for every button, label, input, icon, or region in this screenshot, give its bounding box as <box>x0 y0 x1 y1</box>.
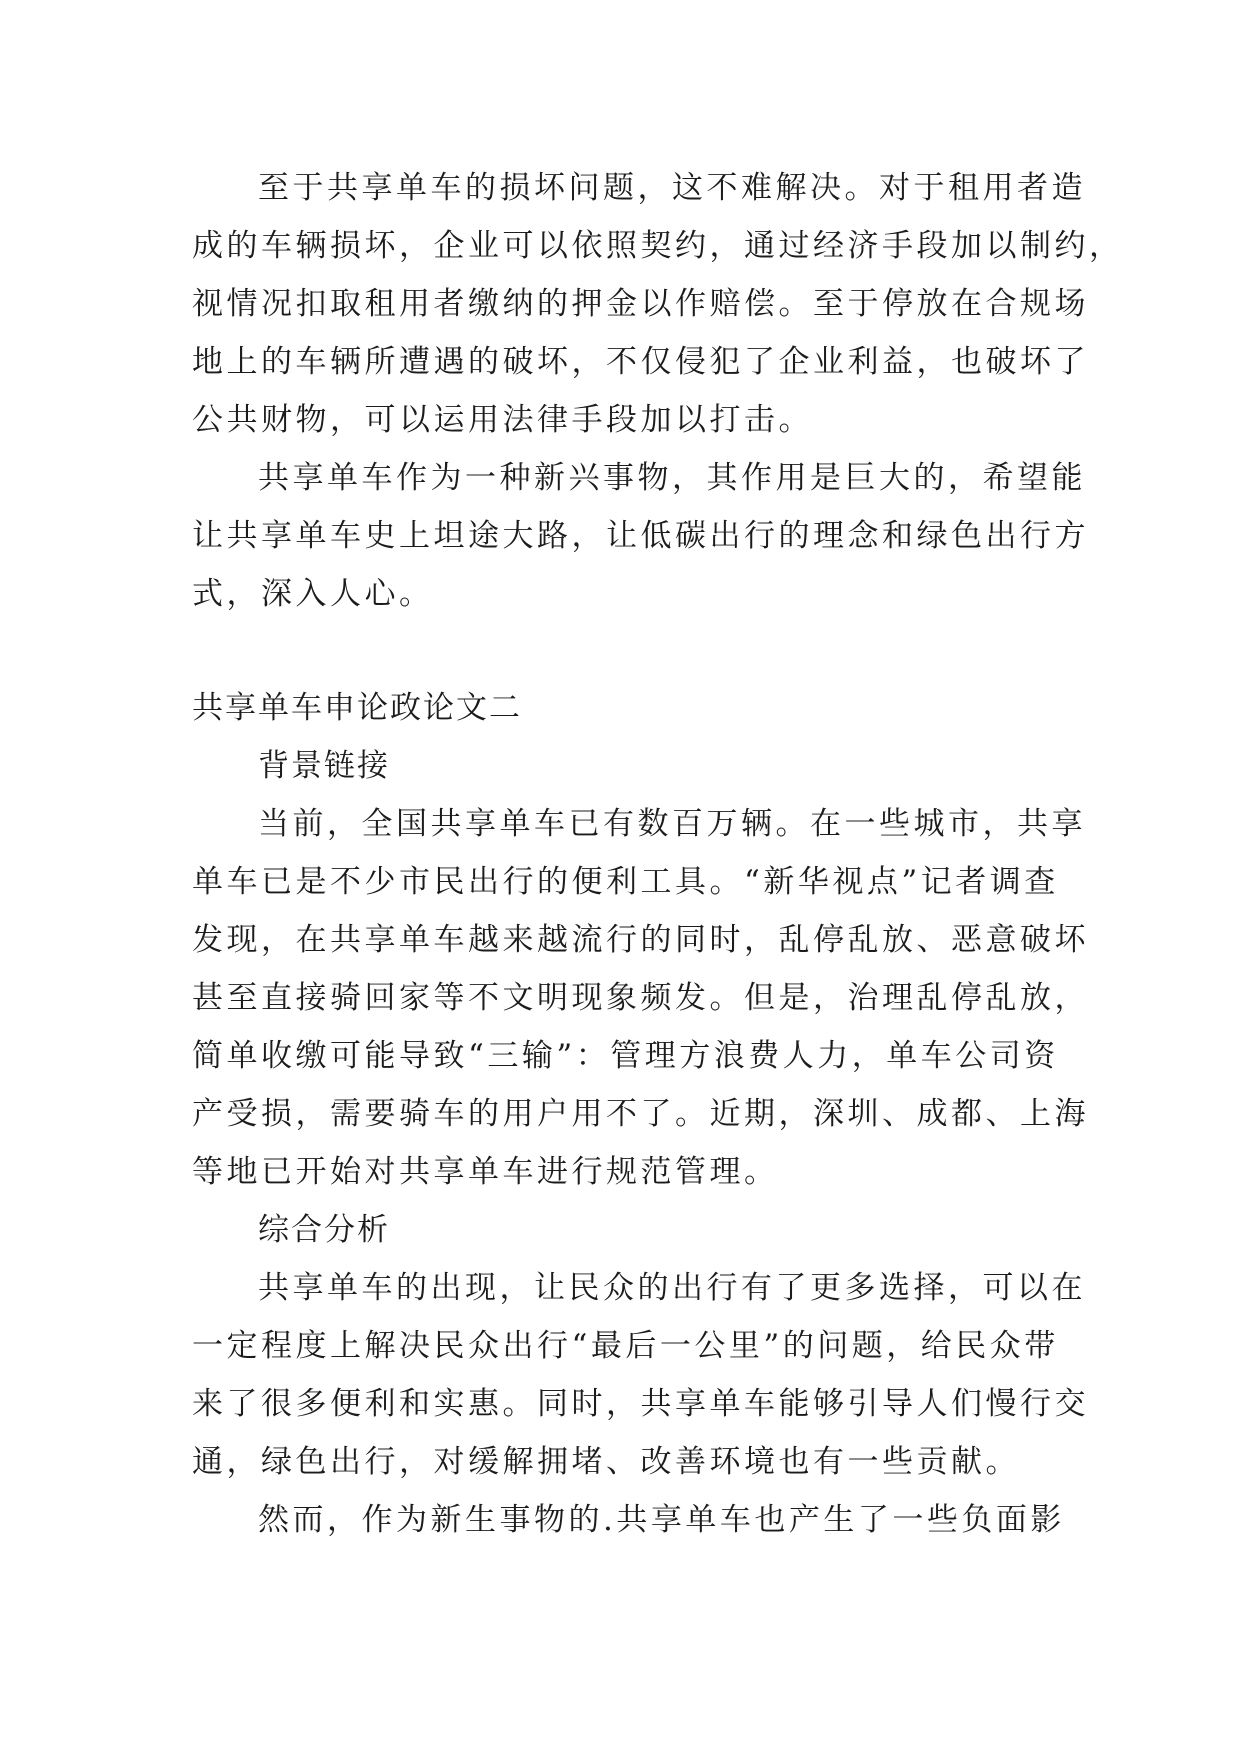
paragraph-line: 共享单车作为一种新兴事物，其作用是巨大的，希望能 <box>258 460 1086 496</box>
subheading-analysis: 综合分析 <box>258 1212 390 1248</box>
paragraph-line: 当前，全国共享单车已有数百万辆。在一些城市，共享 <box>258 806 1086 842</box>
paragraph-line: 一定程度上解决民众出行“最后一公里”的问题，给民众带 <box>192 1328 1059 1364</box>
paragraph-line: 然而，作为新生事物的.共享单车也产生了一些负面影 <box>258 1502 1065 1538</box>
paragraph-line: 单车已是不少市民出行的便利工具。“新华视点”记者调查 <box>192 864 1059 900</box>
subheading-background: 背景链接 <box>258 748 390 784</box>
paragraph-line: 通，绿色出行，对缓解拥堵、改善环境也有一些贡献。 <box>192 1444 1020 1480</box>
paragraph-line: 让共享单车史上坦途大路，让低碳出行的理念和绿色出行方 <box>192 518 1089 554</box>
paragraph-line: 等地已开始对共享单车进行规范管理。 <box>192 1154 779 1190</box>
paragraph-line: 产受损，需要骑车的用户用不了。近期，深圳、成都、上海 <box>192 1096 1089 1132</box>
section-title: 共享单车申论政论文二 <box>192 690 522 726</box>
paragraph-line: 来了很多便利和实惠。同时，共享单车能够引导人们慢行交 <box>192 1386 1089 1422</box>
paragraph-line: 简单收缴可能导致“三输”：管理方浪费人力，单车公司资 <box>192 1038 1059 1074</box>
paragraph-line: 视情况扣取租用者缴纳的押金以作赔偿。至于停放在合规场 <box>192 286 1089 322</box>
paragraph-line: 甚至直接骑回家等不文明现象频发。但是，治理乱停乱放， <box>192 980 1089 1016</box>
paragraph-line: 公共财物，可以运用法律手段加以打击。 <box>192 402 813 438</box>
paragraph-line: 至于共享单车的损坏问题，这不难解决。对于租用者造 <box>258 170 1086 206</box>
paragraph-line: 式，深入人心。 <box>192 576 434 612</box>
paragraph-line: 共享单车的出现，让民众的出行有了更多选择，可以在 <box>258 1270 1086 1306</box>
paragraph-line: 成的车辆损坏，企业可以依照契约，通过经济手段加以制约， <box>192 228 1124 264</box>
paragraph-line: 地上的车辆所遭遇的破坏，不仅侵犯了企业利益，也破坏了 <box>192 344 1089 380</box>
paragraph-line: 发现，在共享单车越来越流行的同时，乱停乱放、恶意破坏 <box>192 922 1089 958</box>
